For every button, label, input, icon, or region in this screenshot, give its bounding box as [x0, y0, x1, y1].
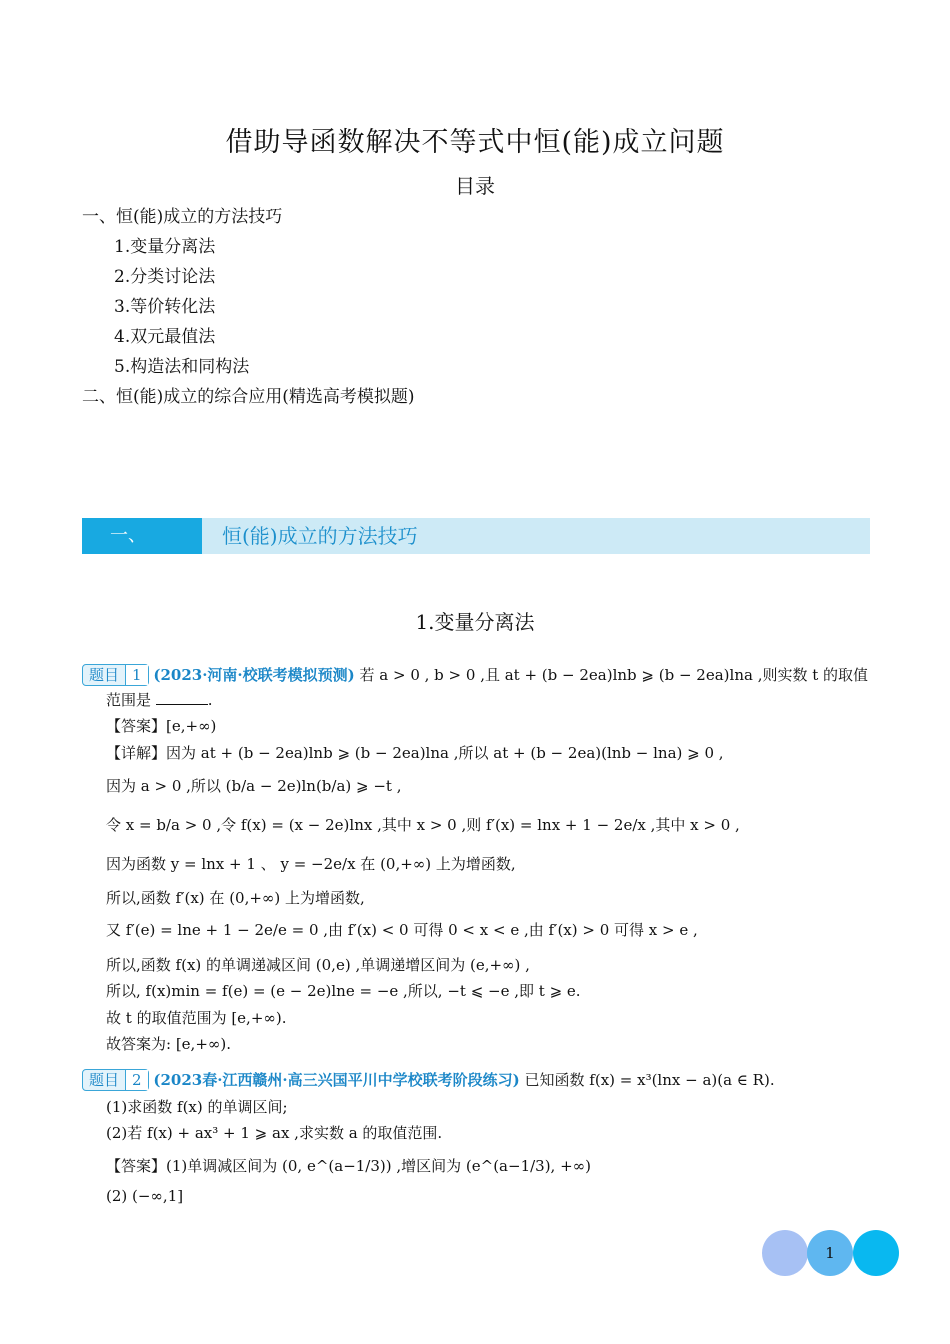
- question-tag: 题目 2: [82, 1069, 149, 1091]
- section-title: 恒(能)成立的方法技巧: [222, 524, 418, 548]
- toc-heading: 目录: [455, 174, 495, 198]
- answer-line-1: 【答案】(1)单调减区间为 (0, e^(a−1/3)) ,增区间为 (e^(a−1/3), +∞): [106, 1157, 592, 1175]
- section-number: 一、: [82, 518, 202, 554]
- answer-line: 【答案】[e,+∞): [106, 717, 217, 735]
- solution-line-3: 令 x = b/a > 0 ,令 f(x) = (x − 2e)lnx ,其中 x > 0 ,则 f′(x) = lnx + 1 − 2e/x ,其中 x > 0 ,: [106, 816, 740, 834]
- question-source: (2023春·江西赣州·高三兴国平川中学校联考阶段练习): [153, 1071, 520, 1089]
- question-2-header: [82, 1069, 775, 1091]
- question-part-1: (1)求函数 f(x) 的单调区间;: [106, 1098, 288, 1116]
- question-stem: 若 a > 0 , b > 0 ,且 at + (b − 2ea)lnb ⩾ (b − 2ea)lna ,则实数 t 的取值: [359, 666, 869, 684]
- question-tag: 题目 1: [82, 664, 149, 686]
- method-heading: 1.变量分离法: [415, 610, 535, 634]
- solution-line-6: 又 f′(e) = lne + 1 − 2e/e = 0 ,由 f′(x) < 0 可得 0 < x < e ,由 f′(x) > 0 可得 x > e ,: [106, 921, 698, 939]
- toc-part-1[interactable]: 一、恒(能)成立的方法技巧: [82, 207, 283, 227]
- toc-item-2[interactable]: 2.分类讨论法: [114, 267, 216, 287]
- solution-line-4: 因为函数 y = lnx + 1 、 y = −2e/x 在 (0,+∞) 上为增函数,: [106, 855, 516, 873]
- toc-item-5[interactable]: 5.构造法和同构法: [114, 357, 250, 377]
- section-banner: [82, 518, 870, 554]
- solution-line-7: 所以,函数 f(x) 的单调递减区间 (0,e) ,单调递增区间为 (e,+∞) ,: [106, 956, 530, 974]
- solution-line-9: 故 t 的取值范围为 [e,+∞).: [106, 1009, 287, 1027]
- toc-item-4[interactable]: 4.双元最值法: [114, 327, 216, 347]
- solution-line-5: 所以,函数 f′(x) 在 (0,+∞) 上为增函数,: [106, 889, 365, 907]
- page-number: 1: [807, 1230, 853, 1276]
- question-stem: 已知函数 f(x) = x³(lnx − a)(a ∈ R).: [524, 1071, 775, 1089]
- toc-item-3[interactable]: 3.等价转化法: [114, 297, 216, 317]
- answer-line-2: (2) (−∞,1]: [106, 1187, 184, 1205]
- toc-part-2[interactable]: 二、恒(能)成立的综合应用(精选高考模拟题): [82, 387, 415, 407]
- decor-circle-left: [762, 1230, 808, 1276]
- question-1-header: [82, 664, 868, 686]
- question-source: (2023·河南·校联考模拟预测): [153, 666, 355, 684]
- document-title: 借助导函数解决不等式中恒(能)成立问题: [225, 127, 725, 158]
- answer-blank[interactable]: [156, 690, 208, 705]
- question-part-2: (2)若 f(x) + ax³ + 1 ⩾ ax ,求实数 a 的取值范围.: [106, 1124, 443, 1142]
- solution-line-1: 【详解】因为 at + (b − 2ea)lnb ⩾ (b − 2ea)lna ,所以 at + (b − 2ea)(lnb − lna) ⩾ 0 ,: [106, 744, 724, 762]
- solution-line-2: 因为 a > 0 ,所以 (b/a − 2e)ln(b/a) ⩾ −t ,: [106, 777, 402, 795]
- toc-item-1[interactable]: 1.变量分离法: [114, 237, 216, 257]
- solution-line-8: 所以, f(x)min = f(e) = (e − 2e)lne = −e ,所以, −t ⩽ −e ,即 t ⩾ e.: [106, 982, 581, 1000]
- solution-line-10: 故答案为: [e,+∞).: [106, 1035, 232, 1053]
- question-stem-line-2: 范围是 .: [106, 691, 213, 709]
- decor-circle-right: [853, 1230, 899, 1276]
